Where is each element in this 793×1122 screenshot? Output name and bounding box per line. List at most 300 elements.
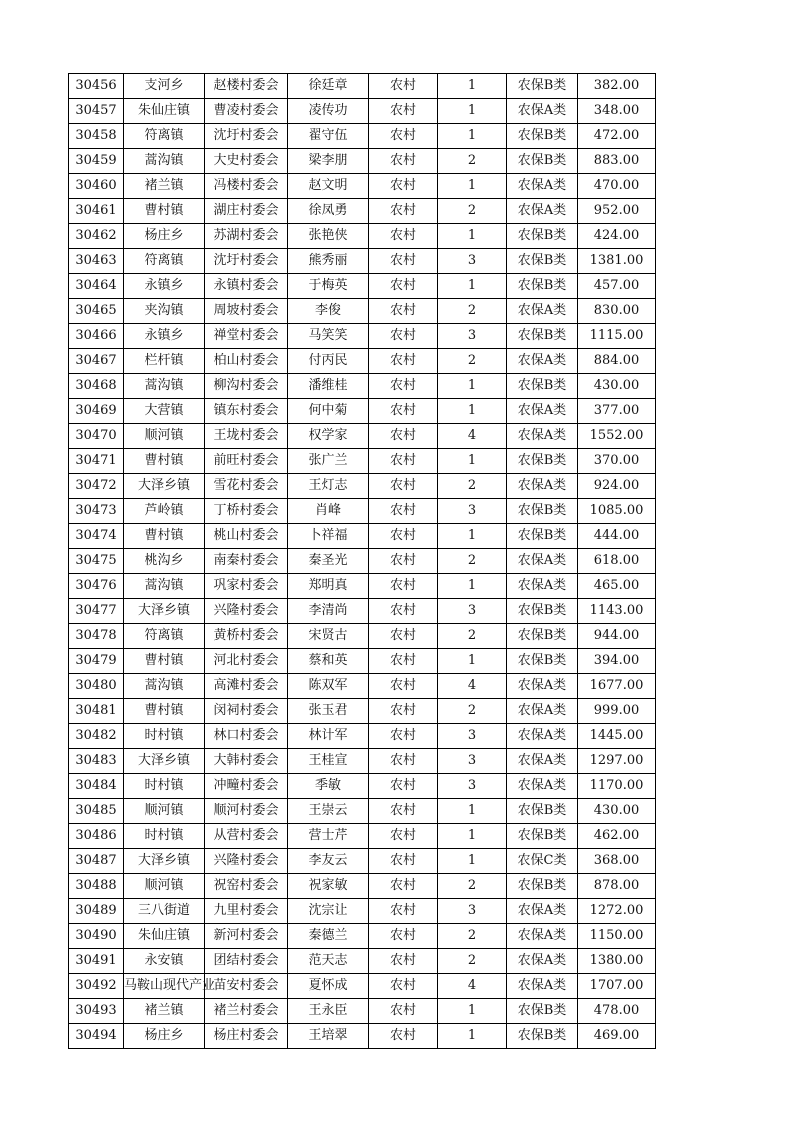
township-cell: 顺河镇 [124, 799, 205, 824]
record-id-cell: 30457 [69, 99, 124, 124]
household-count-cell: 1 [438, 1024, 507, 1049]
amount-cell: 382.00 [578, 74, 656, 99]
village-committee-cell: 黄桥村委会 [205, 624, 288, 649]
person-name-cell: 张广兰 [288, 449, 369, 474]
village-committee-cell: 河北村委会 [205, 649, 288, 674]
township-cell: 符离镇 [124, 624, 205, 649]
person-name-cell: 于梅英 [288, 274, 369, 299]
table-row [69, 99, 656, 124]
record-id-cell: 30461 [69, 199, 124, 224]
village-committee-cell: 巩家村委会 [205, 574, 288, 599]
table-row [69, 199, 656, 224]
record-id-cell: 30483 [69, 749, 124, 774]
person-name-cell: 王灯志 [288, 474, 369, 499]
amount-cell: 999.00 [578, 699, 656, 724]
table-row [69, 349, 656, 374]
amount-cell: 394.00 [578, 649, 656, 674]
record-id-cell: 30477 [69, 599, 124, 624]
residence-type-cell: 农村 [369, 99, 438, 124]
village-committee-cell: 大韩村委会 [205, 749, 288, 774]
household-count-cell: 2 [438, 474, 507, 499]
amount-cell: 1143.00 [578, 599, 656, 624]
village-committee-cell: 闵祠村委会 [205, 699, 288, 724]
residence-type-cell: 农村 [369, 74, 438, 99]
household-count-cell: 3 [438, 324, 507, 349]
household-count-cell: 1 [438, 99, 507, 124]
insurance-category-cell: 农保A类 [507, 399, 578, 424]
village-committee-cell: 曹凌村委会 [205, 99, 288, 124]
township-cell: 蒿沟镇 [124, 674, 205, 699]
township-cell: 曹村镇 [124, 649, 205, 674]
household-count-cell: 1 [438, 374, 507, 399]
person-name-cell: 何中菊 [288, 399, 369, 424]
household-count-cell: 2 [438, 624, 507, 649]
record-id-cell: 30473 [69, 499, 124, 524]
table-row [69, 849, 656, 874]
residence-type-cell: 农村 [369, 974, 438, 999]
residence-type-cell: 农村 [369, 474, 438, 499]
township-cell: 芦岭镇 [124, 499, 205, 524]
table-row [69, 974, 656, 999]
household-count-cell: 2 [438, 199, 507, 224]
village-committee-cell: 兴隆村委会 [205, 849, 288, 874]
township-cell: 褚兰镇 [124, 999, 205, 1024]
record-id-cell: 30471 [69, 449, 124, 474]
table-row [69, 949, 656, 974]
table-row [69, 224, 656, 249]
residence-type-cell: 农村 [369, 424, 438, 449]
person-name-cell: 沈宗让 [288, 899, 369, 924]
insurance-category-cell: 农保B类 [507, 799, 578, 824]
township-cell: 马鞍山现代产业 [124, 974, 205, 999]
table-row [69, 674, 656, 699]
household-count-cell: 1 [438, 824, 507, 849]
household-count-cell: 1 [438, 274, 507, 299]
township-cell: 时村镇 [124, 824, 205, 849]
township-cell: 大泽乡镇 [124, 749, 205, 774]
amount-cell: 368.00 [578, 849, 656, 874]
amount-cell: 1380.00 [578, 949, 656, 974]
record-id-cell: 30490 [69, 924, 124, 949]
household-count-cell: 2 [438, 924, 507, 949]
person-name-cell: 马笑笑 [288, 324, 369, 349]
record-id-cell: 30487 [69, 849, 124, 874]
person-name-cell: 营士芹 [288, 824, 369, 849]
village-committee-cell: 大史村委会 [205, 149, 288, 174]
person-name-cell: 卜祥福 [288, 524, 369, 549]
amount-cell: 1707.00 [578, 974, 656, 999]
household-count-cell: 1 [438, 649, 507, 674]
person-name-cell: 翟守伍 [288, 124, 369, 149]
person-name-cell: 李友云 [288, 849, 369, 874]
residence-type-cell: 农村 [369, 149, 438, 174]
village-committee-cell: 周坡村委会 [205, 299, 288, 324]
village-committee-cell: 柳沟村委会 [205, 374, 288, 399]
township-cell: 曹村镇 [124, 449, 205, 474]
person-name-cell: 王永臣 [288, 999, 369, 1024]
table-row [69, 824, 656, 849]
household-count-cell: 2 [438, 949, 507, 974]
household-count-cell: 2 [438, 549, 507, 574]
residence-type-cell: 农村 [369, 399, 438, 424]
person-name-cell: 郑明真 [288, 574, 369, 599]
residence-type-cell: 农村 [369, 124, 438, 149]
table-row [69, 724, 656, 749]
amount-cell: 1381.00 [578, 249, 656, 274]
residence-type-cell: 农村 [369, 299, 438, 324]
insurance-category-cell: 农保B类 [507, 1024, 578, 1049]
record-id-cell: 30494 [69, 1024, 124, 1049]
residence-type-cell: 农村 [369, 774, 438, 799]
person-name-cell: 林计军 [288, 724, 369, 749]
person-name-cell: 梁李朋 [288, 149, 369, 174]
residence-type-cell: 农村 [369, 949, 438, 974]
village-committee-cell: 新河村委会 [205, 924, 288, 949]
amount-cell: 377.00 [578, 399, 656, 424]
insurance-category-cell: 农保A类 [507, 349, 578, 374]
village-committee-cell: 苗安村委会 [205, 974, 288, 999]
record-id-cell: 30469 [69, 399, 124, 424]
amount-cell: 952.00 [578, 199, 656, 224]
record-id-cell: 30475 [69, 549, 124, 574]
table-row [69, 424, 656, 449]
amount-cell: 924.00 [578, 474, 656, 499]
record-id-cell: 30484 [69, 774, 124, 799]
village-committee-cell: 王垅村委会 [205, 424, 288, 449]
amount-cell: 944.00 [578, 624, 656, 649]
township-cell: 大泽乡镇 [124, 474, 205, 499]
insurance-category-cell: 农保A类 [507, 924, 578, 949]
table-row [69, 899, 656, 924]
table-row [69, 999, 656, 1024]
record-id-cell: 30464 [69, 274, 124, 299]
table-row [69, 774, 656, 799]
amount-cell: 444.00 [578, 524, 656, 549]
village-committee-cell: 雪花村委会 [205, 474, 288, 499]
amount-cell: 1115.00 [578, 324, 656, 349]
record-id-cell: 30482 [69, 724, 124, 749]
township-cell: 褚兰镇 [124, 174, 205, 199]
amount-cell: 478.00 [578, 999, 656, 1024]
person-name-cell: 王崇云 [288, 799, 369, 824]
amount-cell: 465.00 [578, 574, 656, 599]
table-row [69, 299, 656, 324]
insurance-category-cell: 农保B类 [507, 374, 578, 399]
township-cell: 桃沟乡 [124, 549, 205, 574]
amount-cell: 370.00 [578, 449, 656, 474]
record-id-cell: 30462 [69, 224, 124, 249]
insurance-category-cell: 农保B类 [507, 874, 578, 899]
record-id-cell: 30488 [69, 874, 124, 899]
household-count-cell: 1 [438, 399, 507, 424]
township-cell: 蒿沟镇 [124, 149, 205, 174]
residence-type-cell: 农村 [369, 749, 438, 774]
record-id-cell: 30480 [69, 674, 124, 699]
residence-type-cell: 农村 [369, 724, 438, 749]
insurance-category-cell: 农保B类 [507, 449, 578, 474]
village-committee-cell: 永镇村委会 [205, 274, 288, 299]
household-count-cell: 1 [438, 124, 507, 149]
residence-type-cell: 农村 [369, 249, 438, 274]
table-row [69, 874, 656, 899]
record-id-cell: 30479 [69, 649, 124, 674]
table-row [69, 174, 656, 199]
amount-cell: 1170.00 [578, 774, 656, 799]
residence-type-cell: 农村 [369, 849, 438, 874]
record-id-cell: 30474 [69, 524, 124, 549]
record-id-cell: 30465 [69, 299, 124, 324]
insurance-category-cell: 农保B类 [507, 624, 578, 649]
township-cell: 三八街道 [124, 899, 205, 924]
amount-cell: 430.00 [578, 799, 656, 824]
amount-cell: 1272.00 [578, 899, 656, 924]
residence-type-cell: 农村 [369, 349, 438, 374]
insurance-category-cell: 农保B类 [507, 824, 578, 849]
insurance-category-cell: 农保A类 [507, 724, 578, 749]
record-id-cell: 30467 [69, 349, 124, 374]
household-count-cell: 1 [438, 174, 507, 199]
township-cell: 曹村镇 [124, 199, 205, 224]
insurance-category-cell: 农保A类 [507, 974, 578, 999]
township-cell: 时村镇 [124, 724, 205, 749]
person-name-cell: 王培翠 [288, 1024, 369, 1049]
table-row [69, 524, 656, 549]
insurance-category-cell: 农保B类 [507, 274, 578, 299]
record-id-cell: 30456 [69, 74, 124, 99]
record-id-cell: 30460 [69, 174, 124, 199]
person-name-cell: 宋贤古 [288, 624, 369, 649]
insurance-category-cell: 农保A类 [507, 174, 578, 199]
amount-cell: 1150.00 [578, 924, 656, 949]
household-count-cell: 1 [438, 574, 507, 599]
village-committee-cell: 湖庄村委会 [205, 199, 288, 224]
village-committee-cell: 林口村委会 [205, 724, 288, 749]
township-cell: 永安镇 [124, 949, 205, 974]
person-name-cell: 赵文明 [288, 174, 369, 199]
household-count-cell: 3 [438, 499, 507, 524]
township-cell: 支河乡 [124, 74, 205, 99]
amount-cell: 1677.00 [578, 674, 656, 699]
person-name-cell: 凌传功 [288, 99, 369, 124]
household-count-cell: 1 [438, 524, 507, 549]
village-committee-cell: 九里村委会 [205, 899, 288, 924]
household-count-cell: 2 [438, 349, 507, 374]
residence-type-cell: 农村 [369, 574, 438, 599]
person-name-cell: 秦圣光 [288, 549, 369, 574]
residence-type-cell: 农村 [369, 674, 438, 699]
insurance-category-cell: 农保A类 [507, 474, 578, 499]
village-committee-cell: 苏湖村委会 [205, 224, 288, 249]
insurance-category-cell: 农保A类 [507, 549, 578, 574]
household-count-cell: 3 [438, 249, 507, 274]
insurance-category-cell: 农保A类 [507, 949, 578, 974]
person-name-cell: 徐廷章 [288, 74, 369, 99]
table-row [69, 499, 656, 524]
village-committee-cell: 冯楼村委会 [205, 174, 288, 199]
person-name-cell: 季敏 [288, 774, 369, 799]
insurance-category-cell: 农保A类 [507, 99, 578, 124]
insurance-category-cell: 农保C类 [507, 849, 578, 874]
person-name-cell: 夏怀成 [288, 974, 369, 999]
record-id-cell: 30492 [69, 974, 124, 999]
township-cell: 顺河镇 [124, 874, 205, 899]
table-row [69, 324, 656, 349]
insurance-category-cell: 农保B类 [507, 499, 578, 524]
amount-cell: 1085.00 [578, 499, 656, 524]
household-count-cell: 2 [438, 874, 507, 899]
township-cell: 蒿沟镇 [124, 374, 205, 399]
village-committee-cell: 丁桥村委会 [205, 499, 288, 524]
township-cell: 栏杆镇 [124, 349, 205, 374]
insurance-category-cell: 农保B类 [507, 649, 578, 674]
village-committee-cell: 从营村委会 [205, 824, 288, 849]
township-cell: 大泽乡镇 [124, 599, 205, 624]
township-cell: 顺河镇 [124, 424, 205, 449]
table-body [69, 74, 656, 1049]
insurance-category-cell: 农保B类 [507, 599, 578, 624]
insurance-category-cell: 农保B类 [507, 74, 578, 99]
village-committee-cell: 南秦村委会 [205, 549, 288, 574]
table-row [69, 449, 656, 474]
table-row [69, 274, 656, 299]
amount-cell: 878.00 [578, 874, 656, 899]
village-committee-cell: 镇东村委会 [205, 399, 288, 424]
residence-type-cell: 农村 [369, 624, 438, 649]
amount-cell: 469.00 [578, 1024, 656, 1049]
village-committee-cell: 柏山村委会 [205, 349, 288, 374]
amount-cell: 430.00 [578, 374, 656, 399]
record-id-cell: 30478 [69, 624, 124, 649]
table-row [69, 374, 656, 399]
insurance-category-cell: 农保B类 [507, 149, 578, 174]
insurance-category-cell: 农保B类 [507, 224, 578, 249]
amount-cell: 457.00 [578, 274, 656, 299]
residence-type-cell: 农村 [369, 274, 438, 299]
insurance-category-cell: 农保B类 [507, 324, 578, 349]
person-name-cell: 祝家敏 [288, 874, 369, 899]
amount-cell: 462.00 [578, 824, 656, 849]
table-row [69, 574, 656, 599]
household-count-cell: 1 [438, 449, 507, 474]
residence-type-cell: 农村 [369, 549, 438, 574]
township-cell: 杨庄乡 [124, 1024, 205, 1049]
household-count-cell: 1 [438, 999, 507, 1024]
village-committee-cell: 顺河村委会 [205, 799, 288, 824]
household-count-cell: 4 [438, 674, 507, 699]
residence-type-cell: 农村 [369, 499, 438, 524]
record-id-cell: 30468 [69, 374, 124, 399]
table-row [69, 1024, 656, 1049]
residence-type-cell: 农村 [369, 924, 438, 949]
insurance-category-cell: 农保A类 [507, 774, 578, 799]
amount-cell: 1552.00 [578, 424, 656, 449]
township-cell: 蒿沟镇 [124, 574, 205, 599]
township-cell: 大营镇 [124, 399, 205, 424]
village-committee-cell: 祝窑村委会 [205, 874, 288, 899]
insurance-category-cell: 农保A类 [507, 699, 578, 724]
amount-cell: 1445.00 [578, 724, 656, 749]
residence-type-cell: 农村 [369, 999, 438, 1024]
beneficiary-table [68, 73, 656, 1049]
record-id-cell: 30491 [69, 949, 124, 974]
table-row [69, 649, 656, 674]
person-name-cell: 张玉君 [288, 699, 369, 724]
residence-type-cell: 农村 [369, 524, 438, 549]
residence-type-cell: 农村 [369, 599, 438, 624]
record-id-cell: 30466 [69, 324, 124, 349]
amount-cell: 472.00 [578, 124, 656, 149]
residence-type-cell: 农村 [369, 199, 438, 224]
township-cell: 时村镇 [124, 774, 205, 799]
insurance-category-cell: 农保A类 [507, 199, 578, 224]
table-row [69, 599, 656, 624]
record-id-cell: 30485 [69, 799, 124, 824]
residence-type-cell: 农村 [369, 649, 438, 674]
amount-cell: 618.00 [578, 549, 656, 574]
household-count-cell: 3 [438, 599, 507, 624]
household-count-cell: 4 [438, 974, 507, 999]
person-name-cell: 王桂宣 [288, 749, 369, 774]
household-count-cell: 1 [438, 849, 507, 874]
person-name-cell: 肖峰 [288, 499, 369, 524]
insurance-category-cell: 农保B类 [507, 249, 578, 274]
table-row [69, 399, 656, 424]
person-name-cell: 李清尚 [288, 599, 369, 624]
person-name-cell: 蔡和英 [288, 649, 369, 674]
person-name-cell: 潘维桂 [288, 374, 369, 399]
household-count-cell: 4 [438, 424, 507, 449]
village-committee-cell: 褚兰村委会 [205, 999, 288, 1024]
township-cell: 曹村镇 [124, 524, 205, 549]
village-committee-cell: 杨庄村委会 [205, 1024, 288, 1049]
insurance-category-cell: 农保B类 [507, 524, 578, 549]
amount-cell: 1297.00 [578, 749, 656, 774]
person-name-cell: 陈双军 [288, 674, 369, 699]
village-committee-cell: 沈圩村委会 [205, 249, 288, 274]
township-cell: 大泽乡镇 [124, 849, 205, 874]
village-committee-cell: 团结村委会 [205, 949, 288, 974]
township-cell: 朱仙庄镇 [124, 99, 205, 124]
village-committee-cell: 兴隆村委会 [205, 599, 288, 624]
household-count-cell: 2 [438, 149, 507, 174]
village-committee-cell: 冲疃村委会 [205, 774, 288, 799]
residence-type-cell: 农村 [369, 224, 438, 249]
township-cell: 符离镇 [124, 249, 205, 274]
residence-type-cell: 农村 [369, 1024, 438, 1049]
record-id-cell: 30476 [69, 574, 124, 599]
record-id-cell: 30493 [69, 999, 124, 1024]
person-name-cell: 李俊 [288, 299, 369, 324]
table-row [69, 924, 656, 949]
table-row [69, 624, 656, 649]
insurance-category-cell: 农保B类 [507, 999, 578, 1024]
household-count-cell: 1 [438, 799, 507, 824]
amount-cell: 348.00 [578, 99, 656, 124]
table-row [69, 799, 656, 824]
village-committee-cell: 高滩村委会 [205, 674, 288, 699]
person-name-cell: 徐凤勇 [288, 199, 369, 224]
residence-type-cell: 农村 [369, 824, 438, 849]
table-row [69, 749, 656, 774]
record-id-cell: 30472 [69, 474, 124, 499]
amount-cell: 883.00 [578, 149, 656, 174]
record-id-cell: 30458 [69, 124, 124, 149]
amount-cell: 884.00 [578, 349, 656, 374]
township-cell: 永镇乡 [124, 324, 205, 349]
household-count-cell: 3 [438, 724, 507, 749]
insurance-category-cell: 农保A类 [507, 749, 578, 774]
record-id-cell: 30459 [69, 149, 124, 174]
